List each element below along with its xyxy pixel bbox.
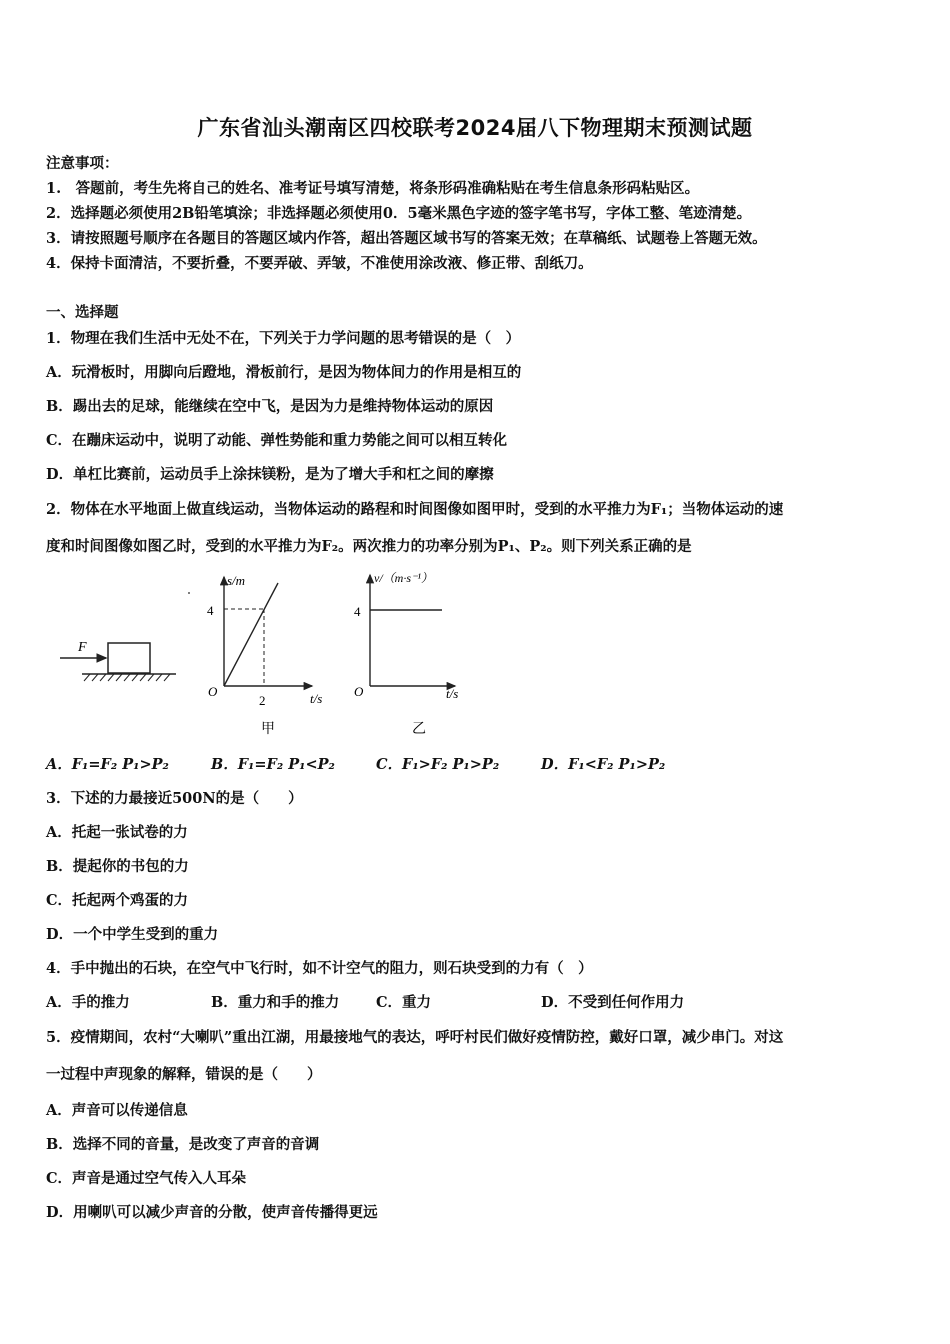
q5-stem-line1: 5．疫情期间，农村“大喇叭”重出江湖，用最接地气的表达，呼吁村民们做好疫情防控，戴好口罩，减少串门。对这 (46, 1029, 784, 1046)
graph-caption: 乙 (412, 722, 426, 737)
q4-option-d: D．不受到任何作用力 (541, 994, 685, 1011)
x-tick-label: 2 (259, 693, 266, 708)
q4-option-b: B．重力和手的推力 (211, 994, 340, 1011)
y-axis-label: s/m (227, 573, 246, 588)
q5-option-c: C．声音是通过空气传入人耳朵 (46, 1170, 247, 1187)
q5-option-d: D．用喇叭可以减少声音的分散，使声音传播得更远 (46, 1204, 378, 1221)
q4-option-c: C．重力 (376, 994, 432, 1011)
block (108, 643, 150, 673)
page-title: 广东省汕头潮南区四校联考2024届八下物理期末预测试题 (197, 116, 753, 140)
block-diagram (60, 640, 176, 681)
q5-option-a: A．声音可以传递信息 (46, 1102, 188, 1119)
q1-stem: 1．物理在我们生活中无处不在，下列关于力学问题的思考错误的是（ ） (46, 330, 521, 347)
notice-item: 2．选择题必须使用2B铅笔填涂；非选择题必须使用0．5毫米黑色字迹的签字笔书写，字体工整、笔迹清楚。 (46, 205, 752, 222)
q1-option-c: C．在蹦床运动中，说明了动能、弹性势能和重力势能之间可以相互转化 (46, 432, 508, 449)
x-axis-label: t/s (446, 686, 459, 701)
notice-item: 1. 答题前，考生先将自己的姓名、准考证号填写清楚，将条形码准确粘贴在考生信息条形码粘贴区。 (46, 180, 700, 197)
x-axis-label: t/s (310, 691, 323, 706)
q4-option-a: A．手的推力 (46, 994, 130, 1011)
q2-stem-line1: 2．物体在水平地面上做直线运动，当物体运动的路程和时间图像如图甲时，受到的水平推力为F₁；当物体运动的速 (46, 501, 784, 518)
y-tick-label: 4 (354, 604, 361, 619)
q2-option-c: C．F₁>F₂ P₁>P₂ (376, 756, 500, 773)
q1-option-b: B．踢出去的足球，能继续在空中飞，是因为力是维持物体运动的原因 (46, 398, 494, 415)
q2-option-a: A．F₁=F₂ P₁>P₂ (46, 756, 169, 773)
notice-heading: 注意事项： (46, 155, 119, 172)
q2-figure (50, 565, 470, 745)
q4-stem: 4．手中抛出的石块，在空气中飞行时，如不计空气的阻力，则石块受到的力有（ ） (46, 960, 593, 977)
q3-option-a: A．托起一张试卷的力 (46, 824, 188, 841)
section-heading: 一、选择题 (46, 304, 119, 321)
notice-item: 3．请按照题号顺序在各题目的答题区域内作答，超出答题区域书写的答案无效；在草稿纸、试题卷上答题无效。 (46, 230, 767, 247)
notice-item: 4．保持卡面清洁，不要折叠，不要弄破、弄皱，不准使用涂改液、修正带、刮纸刀。 (46, 255, 593, 272)
q3-option-b: B．提起你的书包的力 (46, 858, 189, 875)
ground-hatch (84, 674, 170, 681)
q3-option-d: D．一个中学生受到的重力 (46, 926, 219, 943)
q2-stem-line2: 度和时间图像如图乙时，受到的水平推力为F₂。两次推力的功率分别为P₁、P₂。则下列关系正确的是 (46, 538, 692, 555)
q3-stem: 3．下述的力最接近500N的是（ ） (46, 790, 303, 807)
y-axis-label: v/（m·s⁻¹） (374, 571, 433, 585)
q2-option-b: B．F₁=F₂ P₁<P₂ (211, 756, 335, 773)
graph-yi (354, 571, 458, 737)
q2-option-d: D．F₁<F₂ P₁>P₂ (541, 756, 666, 773)
q5-stem-line2: 一过程中声现象的解释，错误的是（ ） (46, 1066, 322, 1083)
speck (188, 592, 190, 594)
force-label: F (78, 640, 87, 655)
graph-jia (207, 573, 322, 737)
q5-option-b: B．选择不同的音量，是改变了声音的音调 (46, 1136, 320, 1153)
s-t-line (224, 583, 278, 686)
origin-label: O (354, 684, 364, 699)
q1-option-d: D．单杠比赛前，运动员手上涂抹镁粉，是为了增大手和杠之间的摩擦 (46, 466, 494, 483)
graph-caption: 甲 (261, 722, 275, 737)
origin-label: O (208, 684, 218, 699)
q1-option-a: A．玩滑板时，用脚向后蹬地，滑板前行，是因为物体间力的作用是相互的 (46, 364, 522, 381)
y-tick-label: 4 (207, 603, 214, 618)
q3-option-c: C．托起两个鸡蛋的力 (46, 892, 189, 909)
